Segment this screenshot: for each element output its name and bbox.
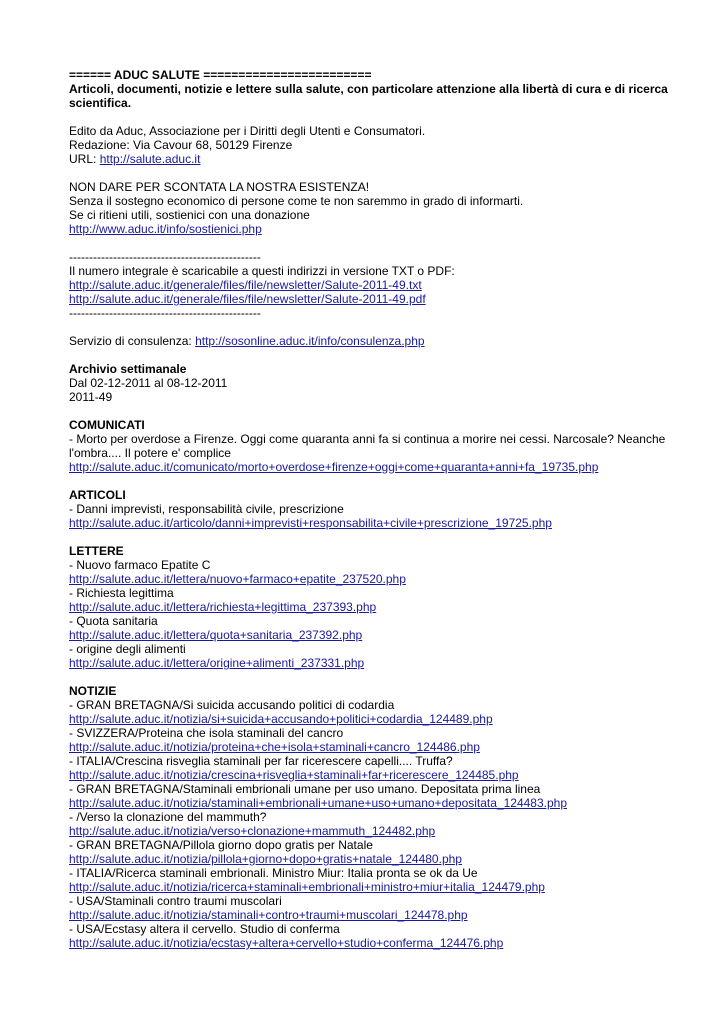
url-line (69, 152, 689, 166)
support-text-2: Se ci ritieni utili, sostienici con una donazione (69, 208, 310, 222)
consulenza-link[interactable]: http://sosonline.aduc.it/info/consulenza.php (195, 334, 425, 348)
support-text-1: Senza il sostegno economico di persone come te non saremmo in grado di informarti. (69, 194, 524, 208)
consulenza-line (69, 334, 689, 348)
archive-issue: 2011-49 (69, 390, 113, 404)
archive-heading: Archivio settimanale (69, 362, 187, 376)
section-heading-comunicati: COMUNICATI (69, 418, 145, 432)
list-item-link[interactable]: http://salute.aduc.it/notizia/ecstasy+altera+cervello+studio+conferma_124476.php (69, 936, 504, 950)
list-item-text: - Quota sanitaria (69, 614, 158, 628)
list-item-link[interactable]: http://salute.aduc.it/lettera/richiesta+legittima_237393.php (69, 600, 377, 614)
list-item-text: - Morto per overdose a Firenze. Oggi come quaranta anni fa si continua a morire nei cessi. Narcosale? Neanche l'ombra.... Il potere e' complice (69, 432, 666, 460)
list-item-text: - GRAN BRETAGNA/Si suicida accusando politici di codardia (69, 698, 395, 712)
list-item-link[interactable]: http://salute.aduc.it/notizia/staminali+embrionali+umane+uso+umano+depositata_124483.php (69, 796, 568, 810)
newsletter-document (69, 68, 689, 950)
section-heading-articoli: ARTICOLI (69, 488, 126, 502)
list-item-link[interactable]: http://salute.aduc.it/notizia/proteina+che+isola+staminali+cancro_124486.php (69, 740, 480, 754)
list-item-link[interactable]: http://salute.aduc.it/notizia/verso+clonazione+mammuth_124482.php (69, 824, 436, 838)
list-item-link[interactable]: http://salute.aduc.it/articolo/danni+imprevisti+responsabilita+civile+prescrizione_19725.php (69, 516, 552, 530)
list-item-text: - origine degli alimenti (69, 642, 186, 656)
list-item-text: - /Verso la clonazione del mammuth? (69, 810, 267, 824)
download-pdf-link[interactable]: http://salute.aduc.it/generale/files/file/newsletter/Salute-2011-49.pdf (69, 292, 426, 306)
download-txt-link[interactable]: http://salute.aduc.it/generale/files/file/newsletter/Salute-2011-49.txt (69, 278, 422, 292)
site-link[interactable]: http://salute.aduc.it (99, 152, 201, 166)
list-item-link[interactable]: http://salute.aduc.it/notizia/si+suicida+accusando+politici+codardia_124489.php (69, 712, 493, 726)
download-text: Il numero integrale è scaricabile a questi indirizzi in versione TXT o PDF: (69, 264, 455, 278)
address-line: Redazione: Via Cavour 68, 50129 Firenze (69, 138, 293, 152)
separator-bottom: ------------------------------------------------ (69, 306, 261, 320)
list-item-text: - Nuovo farmaco Epatite C (69, 558, 211, 572)
section-heading-lettere: LETTERE (69, 544, 124, 558)
list-item-text: - SVIZZERA/Proteina che isola staminali del cancro (69, 726, 344, 740)
support-heading: NON DARE PER SCONTATA LA NOSTRA ESISTENZA! (69, 180, 370, 194)
list-item-link[interactable]: http://salute.aduc.it/notizia/staminali+contro+traumi+muscolari_124478.php (69, 908, 468, 922)
list-item-text: - GRAN BRETAGNA/Pillola giorno dopo gratis per Natale (69, 838, 373, 852)
list-item-text: - Danni imprevisti, responsabilità civile, prescrizione (69, 502, 344, 516)
list-item-link[interactable]: http://salute.aduc.it/lettera/origine+alimenti_237331.php (69, 656, 365, 670)
list-item-link[interactable]: http://salute.aduc.it/notizia/ricerca+staminali+embrionali+ministro+miur+italia_124479.php (69, 880, 545, 894)
list-item-link[interactable]: http://salute.aduc.it/notizia/pillola+giorno+dopo+gratis+natale_124480.php (69, 852, 462, 866)
archive-dates: Dal 02-12-2011 al 08-12-2011 (69, 376, 228, 390)
list-item-text: - USA/Staminali contro traumi muscolari (69, 894, 282, 908)
list-item-link[interactable]: http://salute.aduc.it/notizia/crescina+risveglia+staminali+far+ricerescere_124485.php (69, 768, 519, 782)
newsletter-title: ====== ADUC SALUTE ======================== (69, 68, 372, 82)
list-item-text: - Richiesta legittima (69, 586, 174, 600)
list-item-text: - ITALIA/Crescina risveglia staminali per far ricerescere capelli.... Truffa? (69, 754, 453, 768)
list-item-text: - ITALIA/Ricerca staminali embrionali. Ministro Miur: Italia pronta se ok da Ue (69, 866, 478, 880)
list-item-text: - GRAN BRETAGNA/Staminali embrionali umane per uso umano. Depositata prima linea (69, 782, 541, 796)
list-item-link[interactable]: http://salute.aduc.it/lettera/nuovo+farmaco+epatite_237520.php (69, 572, 406, 586)
list-item-text: - USA/Ecstasy altera il cervello. Studio di conferma (69, 922, 340, 936)
list-item-link[interactable]: http://salute.aduc.it/comunicato/morto+overdose+firenze+oggi+come+quaranta+anni+fa_19735.php (69, 460, 599, 474)
newsletter-subtitle: Articoli, documenti, notizie e lettere sulla salute, con particolare attenzione alla libertà di cura e di ricerca scientifica. (69, 82, 668, 110)
donation-link[interactable]: http://www.aduc.it/info/sostienici.php (69, 222, 262, 236)
publisher-line: Edito da Aduc, Associazione per i Diritti degli Utenti e Consumatori. (69, 124, 426, 138)
section-heading-notizie: NOTIZIE (69, 684, 117, 698)
url-label: URL: (69, 152, 100, 166)
consulenza-label: Servizio di consulenza: (69, 334, 196, 348)
list-item-link[interactable]: http://salute.aduc.it/lettera/quota+sanitaria_237392.php (69, 628, 363, 642)
separator-top: ------------------------------------------------ (69, 250, 261, 264)
